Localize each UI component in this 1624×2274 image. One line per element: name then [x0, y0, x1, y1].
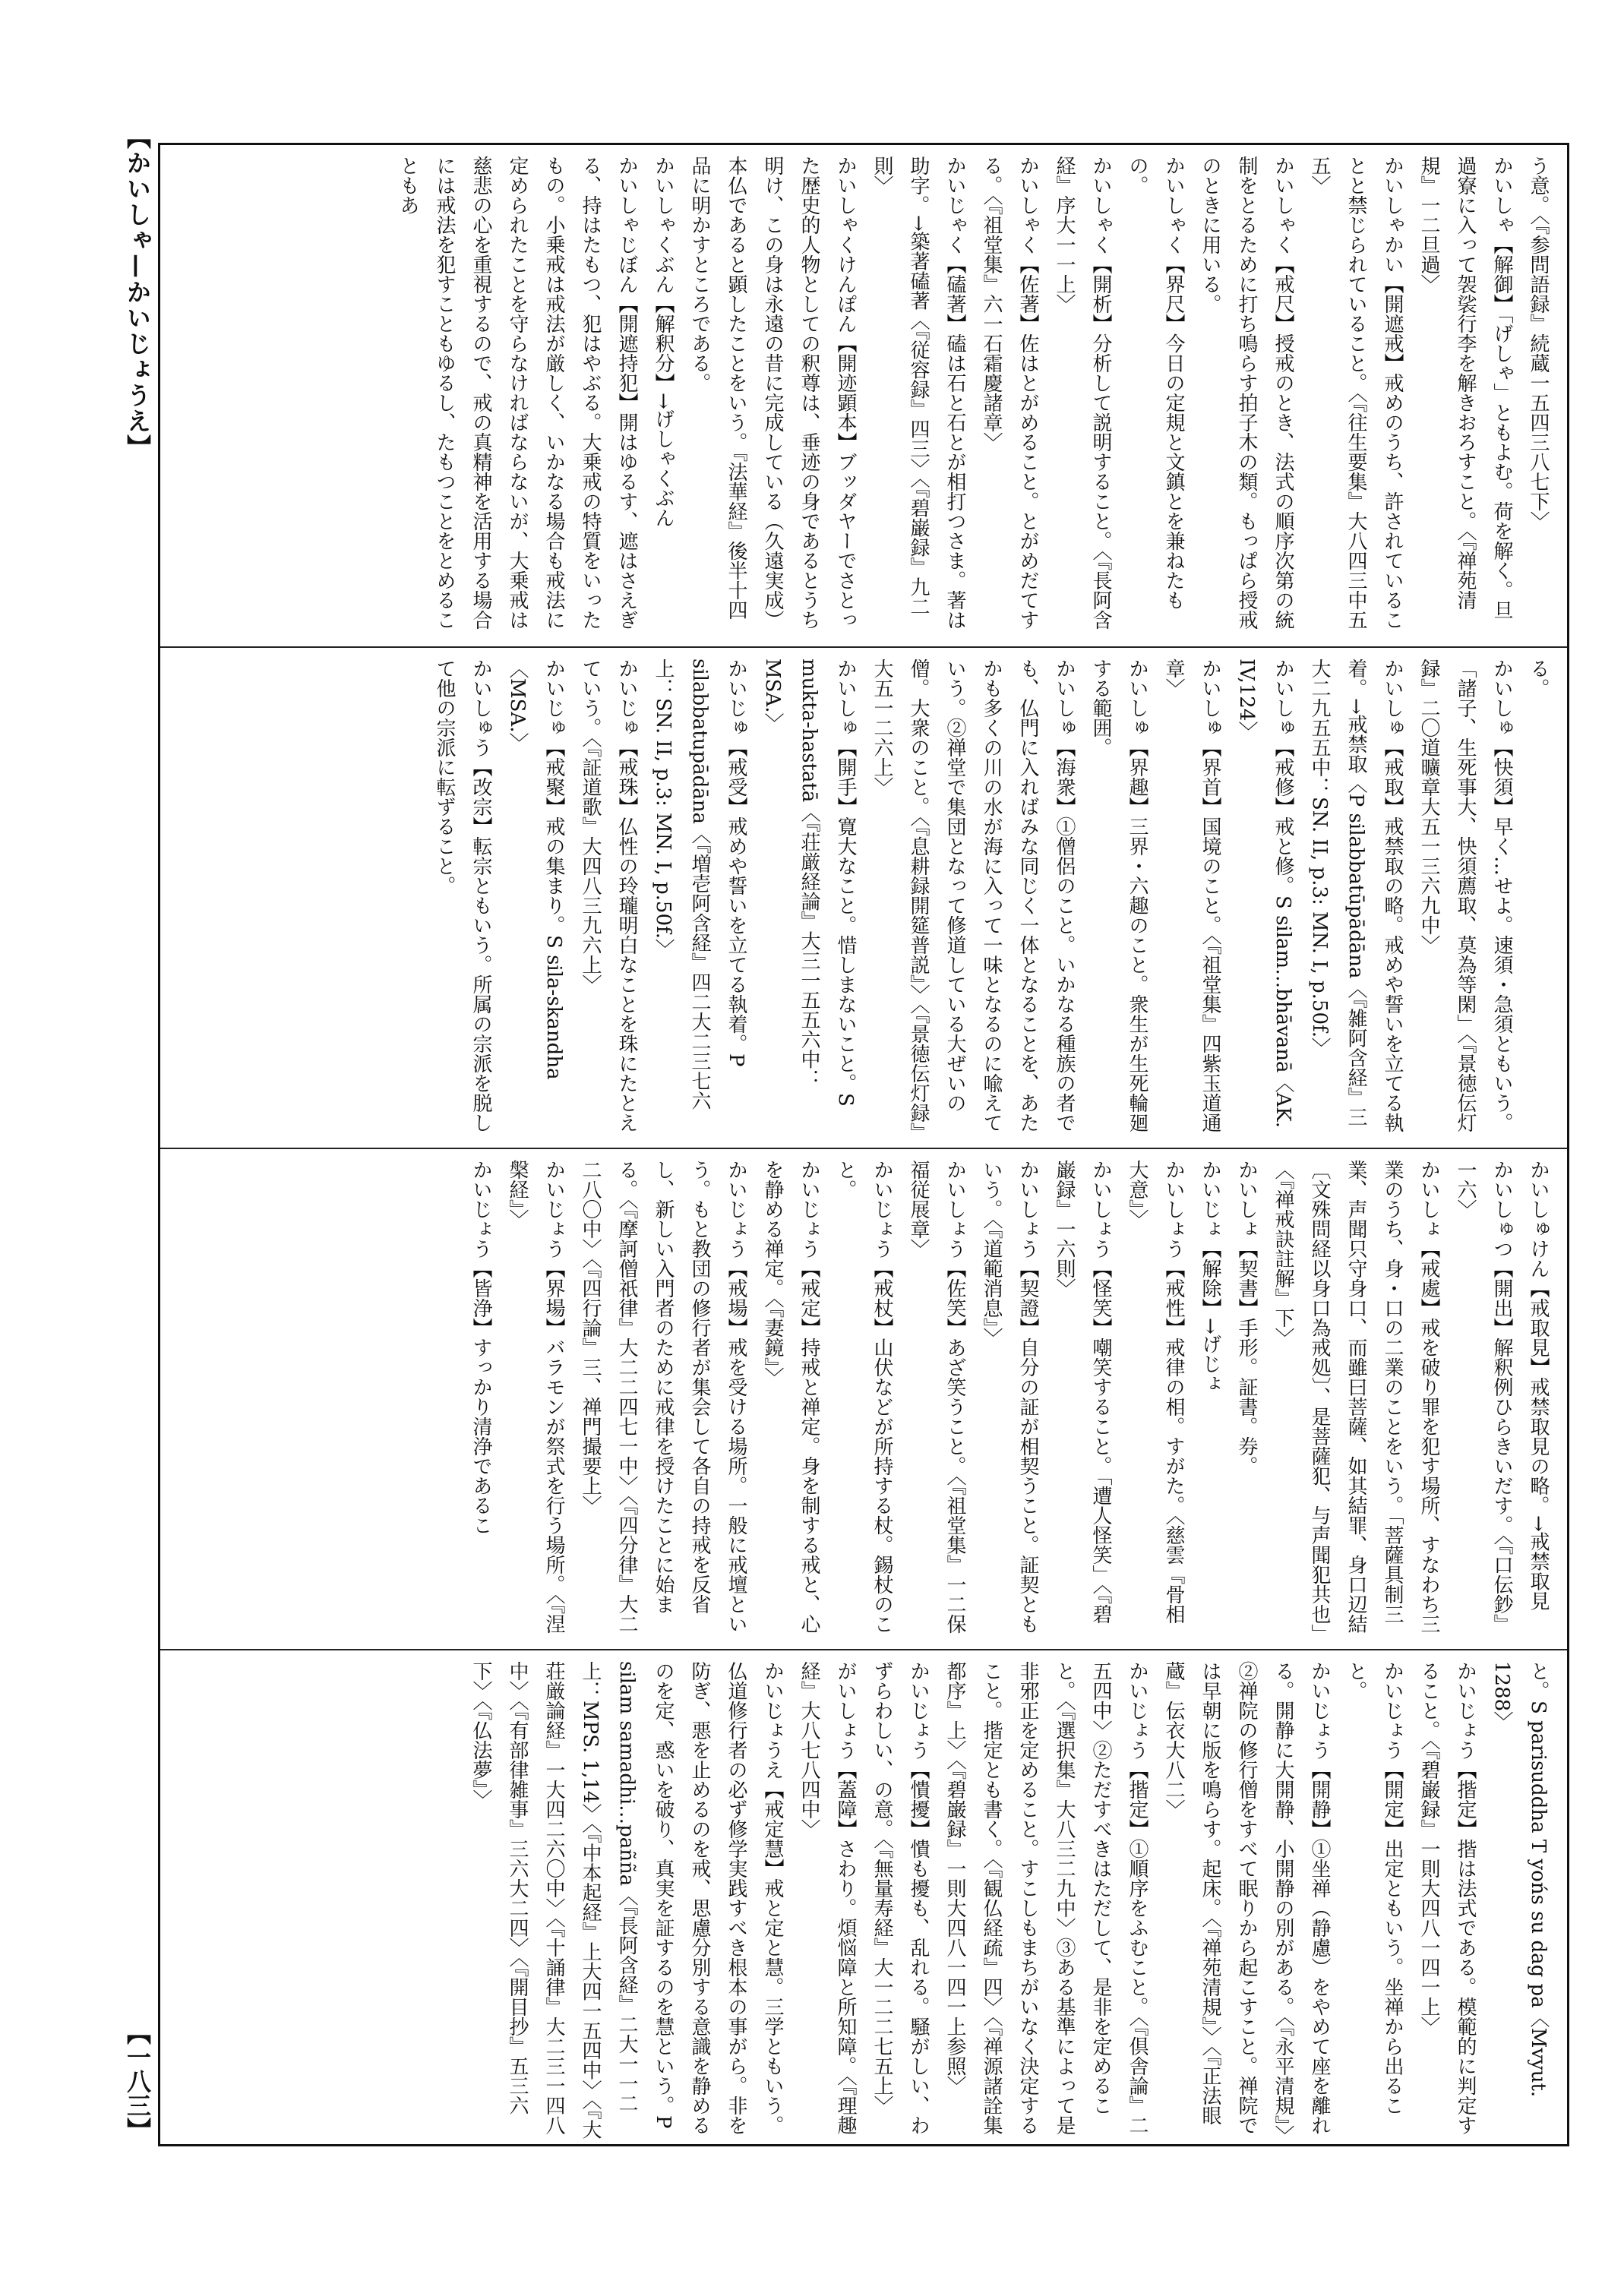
text-band-4 — [160, 1649, 1567, 2152]
text-band-2 — [160, 646, 1567, 1149]
running-head: 【かいしゃ—かいじょうえ】 — [123, 125, 152, 460]
page-number: 【一八三】 — [123, 2020, 152, 2142]
dictionary-entries-band-2: る。 かいしゅ【快須】早く…せよ。速須・急須ともいう。「諸子、生死事大、快須薦取、莫為等閑」〈『景徳伝灯録』二〇道曠章大五一三六九中〉 かいしゅ【戒取】戒禁取の略。戒めや誓いを立てる執着。→戒禁取〈P silabbatūpādāna〈『雑阿含経』三大二九五五中：SN. II, p.3: MN. I, p.50f.〉 かいしゅ【戒修】戒と修。S silam…bhāvanā〈AK. IV,124〉 かいしゅ【界首】国境のこと。〈『祖堂集』四紫玉道通章〉 かいしゅ【界趣】三界・六趣のこと。衆生が生死輪廻する範囲。 かいしゅ【海衆】①僧侶のこと。いかなる種族の者でも、仏門に入ればみな同じく一体となることを、あたかも多くの川の水が海に入って一味となるのに喩えていう。②禅堂で集団となって修道している大ぜいの僧。大衆のこと。〈『息耕録開筵普説』〉〈『景徳伝灯録』大五一二六上〉 かいしゅ【開手】寛大なこと。惜しまないこと。S mukta-hastatā〈『荘厳経論』大三一五五六中：MSA.〉 かいじゅ【戒受】戒めや誓いを立てる執着。P silabbatupādāna〈『増壱阿含経』四二大二三七六上：SN. II, p.3: MN. I, p.50f.〉 かいじゅ【戒珠】仏性の玲瓏明白なことを珠にたとえていう。〈『証道歌』大四八三九六上〉 かいじゅ【戒聚】戒の集まり。S sila-skandha〈MSA.〉 かいしゅう【改宗】転宗ともいう。所属の宗派を脱して他の宗派に転ずること。 — [433, 659, 1550, 1132]
text-band-3 — [160, 1148, 1567, 1650]
dictionary-entries-band-3: かいしゅけん【戒取見】戒禁取見の略。→戒禁取見 かいしゅつ【開出】解釈例ひらきいだす。〈『口伝鈔』一六〉 かいしょ【戒處】戒を破り罪を犯す場所、すなわち三業のうち、身・口の二業のことをいう。「菩薩具制三業、声聞只守身口、而雖曰菩薩、如其結罪、身口辺結〔文殊問経以身口為戒処〕、是菩薩犯、与声聞犯共也」〈『禅戒訣註解』下〉 かいしょ【契書】手形。証書。券。 かいじょ【解除】→げじょ かいしょう【戒性】戒律の相。すがた。〈慈雲『骨相大意』〉 かいしょう【怪笑】嘲笑すること。「遭人怪笑」〈『碧巌録』一六則〉 かいしょう【契證】自分の証が相契うこと。証契ともいう。〈『道範消息』〉 かいしょう【佐笑】あざ笑うこと。〈『祖堂集』一二保福従展章〉 かいじょう【戒杖】山伏などが所持する杖。錫杖のこと。 かいじょう【戒定】持戒と禅定。身を制する戒と、心を静める禅定。〈『妻鏡』〉 かいじょう【戒場】戒を受ける場所。一般に戒壇という。もと教団の修行者が集会して各自の持戒を反省し、新しい入門者のために戒律を授けたことに始まる。〈『摩訶僧祇律』大二二四七一中〉〈『四分律』大二二八〇中〉〈『四行論』三、禅門撮要上〉 かいじょう【界場】バラモンが祭式を行う場所。〈『涅槃経』〉 かいじょう【皆浄】すっかり清浄であるこ — [469, 1160, 1550, 1634]
text-band-1 — [160, 145, 1567, 646]
dictionary-entries-band-1: う意。〈『参問語録』続蔵一五四三八七下〉 かいしゃ【解御】「げしゃ」ともよむ。荷を解く。旦過寮に入って袈裟行李を解きおろすこと。〈『禅苑清規』一二旦過〉 かいしゃかい【開遮戒】戒めのうち、許されていることと禁じられていること。〈『往生要集』大八四三中五五〉 かいしゃく【戒尺】授戒のとき、法式の順序次第の統制をとるために打ち鳴らす拍子木の類。もっぱら授戒のときに用いる。 かいしゃく【界尺】今日の定規と文鎮とを兼ねたもの。 かいしゃく【開析】分析して説明すること。〈『長阿含経』序大一一上〉 かいしゃく【佐著】佐はとがめること。とがめだてする。〈『祖堂集』六一石霜慶諸章〉 かいじゃく【磕著】磕は石と石とが相打つさま。著は助字。→築著磕著〈『従容録』四三〉〈『碧巌録』九二則〉 かいしゃくけんぽん【開迹顕本】ブッダヤーでさとった歴史的人物としての釈尊は、垂迹の身であるとうち明け、この身は永遠の昔に完成している（久遠実成）本仏であると顕したことをいう。『法華経』後半十四品に明かすところである。 かいしゃくぶん【解釈分】→げしゃくぶん かいしゃじぼん【開遮持犯】開はゆるす、遮はさえぎる、持はたもつ、犯はやぶる。大乗戒の特質をいったもの。小乗戒は戒法が厳しく、いかなる場合も戒法に定められたことを守らなければならないが、大乗戒は慈悲の心を重視するので、戒の真精神を活用する場合には戒法を犯すこともゆるし、たもつことをとめることもあ — [397, 156, 1550, 630]
dictionary-entries-band-4: と。S parisuddha T yońs su dag pa〈Mvyut. 1288〉 かいじょう【揩定】揩は法式である。模範的に判定すること。〈『碧巌録』一則大四八一四一上〉 かいじょう【開定】出定ともいう。坐禅から出ること。 かいじょう【開静】①坐禅（静慮）をやめて座を離れる。開静に大開静、小開静の別がある。〈『永平清規』〉②禅院の修行僧をすべて眠りから起こすこと。禅院では早朝に版を鳴らす。起床。〈『禅苑清規』〉〈『正法眼蔵』伝衣大八二〉 かいじょう【揩定】①順序をふむこと。〈『倶舎論』二五四中〉②ただすべきはただして、是非を定めること。〈『選択集』大八三二九中〉③ある基準によって是非邪正を定めること。すこしもまちがいなく決定すること。揩定とも書く。〈『観仏経疏』四〉〈『禅源諸詮集都序』上〉〈『碧巌録』一則大四八一四一上参照〉 かいじょう【憒擾】憒も擾も、乱れる。騒がしい、わずらわしい、の意。〈『無量寿経』大一二二七五上〉 がいしょう【蓋障】さわり。煩悩障と所知障。〈『理趣経』大八七八四中〉 かいじょうえ【戒定慧】戒と定と慧。三学ともいう。仏道修行者の必ず修学実践すべき根本の事がら。非を防ぎ、悪を止めるのを戒、思慮分別する意識を静めるのを定、惑いを破り、真実を証するのを慧という。P silam samadhi…pañña〈『長阿含経』二大一一二上：MPS. 1,14〉〈『中本起経』上大四一五四中〉〈『大荘厳論経』一大四二六〇中〉〈『十誦律』大二三一四八中〉〈『有部律雑事』三六大二四〉〈『開目抄』五三六下〉〈『仏法夢』〉 — [469, 1661, 1550, 2140]
